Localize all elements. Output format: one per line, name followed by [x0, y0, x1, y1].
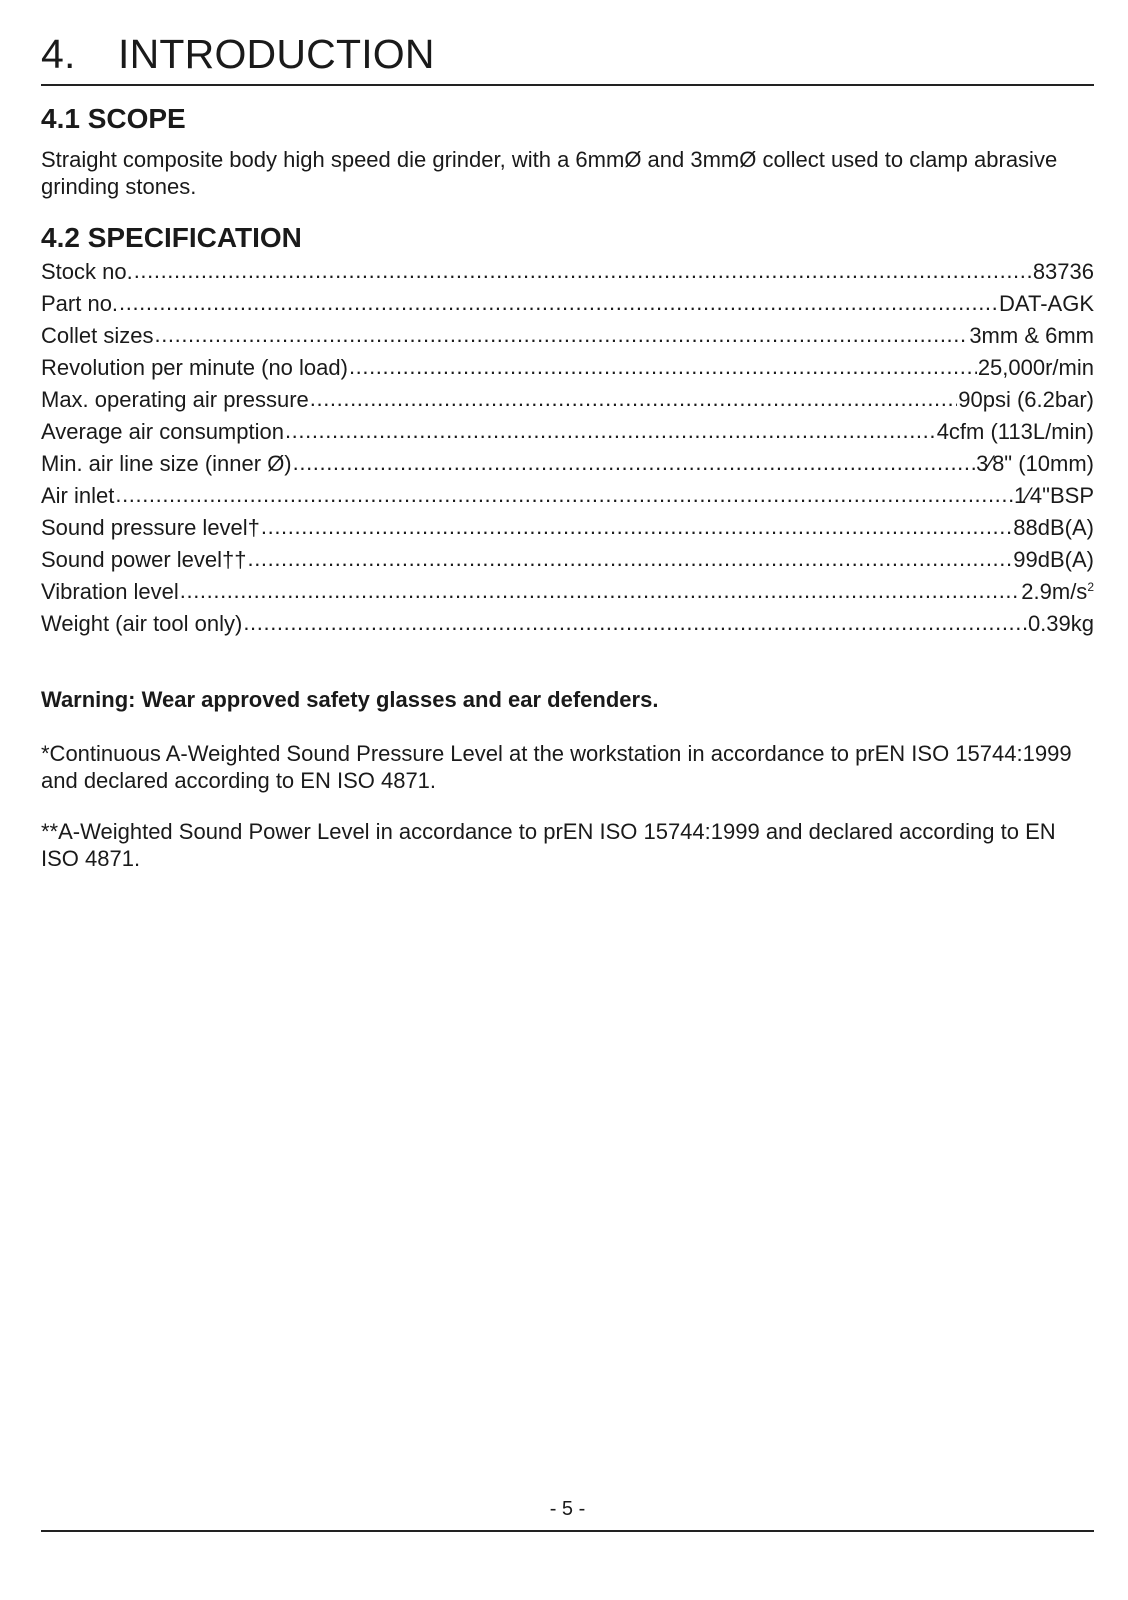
spec-row-vibration	[41, 576, 1094, 608]
spec-label: Air inlet	[41, 483, 115, 508]
spec-label: Collet sizes	[41, 323, 154, 348]
spec-value: 0.39kg	[1027, 611, 1094, 636]
spec-value: 3mm & 6mm	[969, 323, 1094, 348]
spec-value: 3⁄8" (10mm)	[976, 451, 1094, 476]
dot-leader	[180, 575, 1020, 607]
spec-label: Vibration level	[41, 579, 179, 604]
dot-leader	[115, 479, 1013, 511]
spec-value: DAT-AGK	[999, 291, 1094, 316]
spec-label: Sound pressure level†	[41, 515, 260, 540]
spec-label: Max. operating air pressure	[41, 387, 309, 412]
dot-leader	[247, 543, 1012, 575]
spec-row-weight	[41, 608, 1094, 640]
spec-row-rpm	[41, 352, 1094, 384]
specification-list	[41, 256, 1094, 640]
spec-row-max-air-pressure	[41, 384, 1094, 416]
spec-row-air-inlet	[41, 480, 1094, 512]
spec-value-superscript: 2	[1087, 580, 1094, 594]
spec-row-sound-power	[41, 544, 1094, 576]
spec-row-collet-sizes	[41, 320, 1094, 352]
dot-leader	[119, 287, 998, 319]
spec-value: 4cfm (113L/min)	[936, 419, 1094, 444]
spec-value: 90psi (6.2bar)	[958, 387, 1094, 412]
spec-label: Part no.	[41, 291, 119, 316]
spec-value: 99dB(A)	[1013, 547, 1094, 572]
spec-value	[1021, 576, 1094, 608]
spec-row-sound-pressure	[41, 512, 1094, 544]
dot-leader	[134, 255, 1032, 287]
dot-leader	[285, 415, 936, 447]
sound-pressure-footnote: *Continuous A-Weighted Sound Pressure Level at the workstation in accordance to prEN ISO 15744:1999 and declared according to EN ISO 4871.	[41, 741, 1072, 793]
scope-heading: 4.1 SCOPE	[41, 103, 186, 134]
dot-leader	[154, 319, 968, 351]
dot-leader	[293, 447, 976, 479]
chapter-title: INTRODUCTION	[118, 31, 435, 77]
spec-value: 83736	[1032, 259, 1094, 284]
page-number: - 5 -	[549, 1498, 586, 1520]
spec-label: Average air consumption	[41, 419, 284, 444]
spec-label: Weight (air tool only)	[41, 611, 243, 636]
dot-leader	[310, 383, 957, 415]
sound-power-footnote: **A-Weighted Sound Power Level in accordance to prEN ISO 15744:1999 and declared according to EN ISO 4871.	[41, 819, 1056, 871]
scope-text: Straight composite body high speed die grinder, with a 6mmØ and 3mmØ collect used to clamp abrasive grinding stones.	[41, 147, 1058, 199]
spec-label: Stock no.	[41, 259, 133, 284]
spec-value: 88dB(A)	[1013, 515, 1094, 540]
specification-heading: 4.2 SPECIFICATION	[41, 222, 302, 253]
safety-warning: Warning: Wear approved safety glasses and ear defenders.	[41, 687, 659, 712]
spec-value: 1⁄4"BSP	[1014, 483, 1094, 508]
top-divider	[41, 84, 1094, 86]
spec-label: Revolution per minute (no load)	[41, 355, 348, 380]
spec-value-text: 2.9m/s	[1021, 579, 1088, 604]
spec-row-air-consumption	[41, 416, 1094, 448]
chapter-number: 4.	[41, 31, 76, 77]
spec-label: Sound power level††	[41, 547, 247, 572]
dot-leader	[243, 607, 1027, 639]
spec-row-part-no	[41, 288, 1094, 320]
dot-leader	[349, 351, 977, 383]
chapter-heading	[41, 28, 435, 80]
spec-value: 25,000r/min	[977, 355, 1094, 380]
dot-leader	[261, 511, 1012, 543]
spec-label: Min. air line size (inner Ø)	[41, 451, 292, 476]
spec-row-stock-no	[41, 256, 1094, 288]
spec-row-air-line-size	[41, 448, 1094, 480]
bottom-divider	[41, 1530, 1094, 1532]
manual-page	[41, 0, 1094, 1600]
